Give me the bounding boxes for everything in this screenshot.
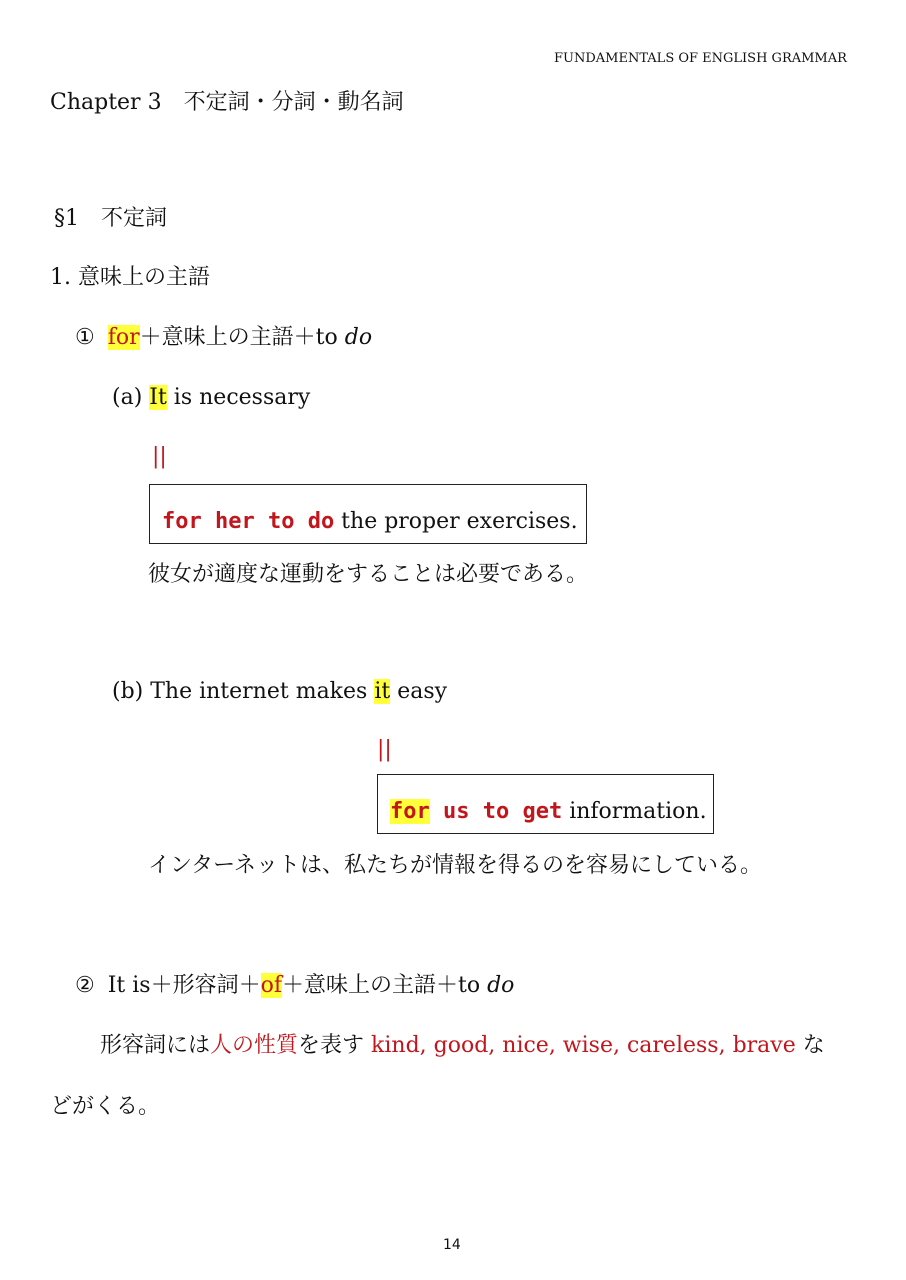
example-label: (b) The internet makes bbox=[112, 679, 375, 704]
example-a-sentence bbox=[112, 383, 310, 413]
page-number: 14 bbox=[443, 1237, 461, 1253]
subsection-title: 1. 意味上の主語 bbox=[50, 265, 210, 290]
pattern-2 bbox=[75, 971, 514, 1001]
pattern-1 bbox=[75, 323, 372, 353]
note-text: を表す bbox=[298, 1033, 372, 1058]
section-title: §1 不定詞 bbox=[54, 206, 167, 231]
example-b-translation: インターネットは、私たちが情報を得るのを容易にしている。 bbox=[148, 853, 763, 878]
formal-subject-it: It bbox=[149, 385, 167, 410]
pattern-formula: ＋意味上の主語＋to bbox=[139, 325, 345, 350]
phrase-tail: information. bbox=[562, 799, 707, 824]
adjective-examples: kind, good, nice, wise, careless, brave bbox=[371, 1033, 796, 1058]
for-phrase: for her to do bbox=[162, 509, 335, 534]
note-emphasis: 人の性質 bbox=[210, 1033, 299, 1058]
pattern-verb: do bbox=[487, 973, 515, 998]
chapter-title: Chapter 3 不定詞・分詞・動名詞 bbox=[50, 90, 404, 115]
phrase-tail: the proper exercises. bbox=[334, 509, 578, 534]
pattern-formula-start: It is＋形容詞＋ bbox=[107, 973, 261, 998]
running-header: FUNDAMENTALS OF ENGLISH GRAMMAR bbox=[554, 51, 847, 66]
equal-sign: || bbox=[152, 444, 167, 469]
note-line-2: どがくる。 bbox=[50, 1094, 161, 1119]
pattern-number: ① bbox=[75, 325, 95, 350]
pattern-number: ② bbox=[75, 973, 95, 998]
note-text: 形容詞には bbox=[100, 1033, 211, 1058]
note-line-1 bbox=[100, 1031, 825, 1061]
sentence-rest: easy bbox=[390, 679, 448, 704]
for-phrase: us to get bbox=[429, 799, 563, 824]
example-a-boxed-phrase bbox=[162, 507, 578, 537]
pattern-formula: ＋意味上の主語＋to bbox=[281, 973, 488, 998]
example-b-boxed-phrase bbox=[390, 797, 707, 827]
example-a-translation: 彼女が適度な運動をすることは必要である。 bbox=[148, 562, 589, 587]
sentence-rest: is necessary bbox=[166, 385, 311, 410]
example-b-sentence bbox=[112, 677, 447, 707]
of-marker: of bbox=[260, 973, 282, 998]
for-marker: for bbox=[107, 325, 140, 350]
formal-object-it: it bbox=[374, 679, 391, 704]
for-marker: for bbox=[390, 799, 430, 824]
equal-sign: || bbox=[377, 737, 392, 762]
example-label: (a) bbox=[112, 385, 150, 410]
note-text: な bbox=[795, 1033, 825, 1058]
pattern-verb: do bbox=[344, 325, 373, 350]
